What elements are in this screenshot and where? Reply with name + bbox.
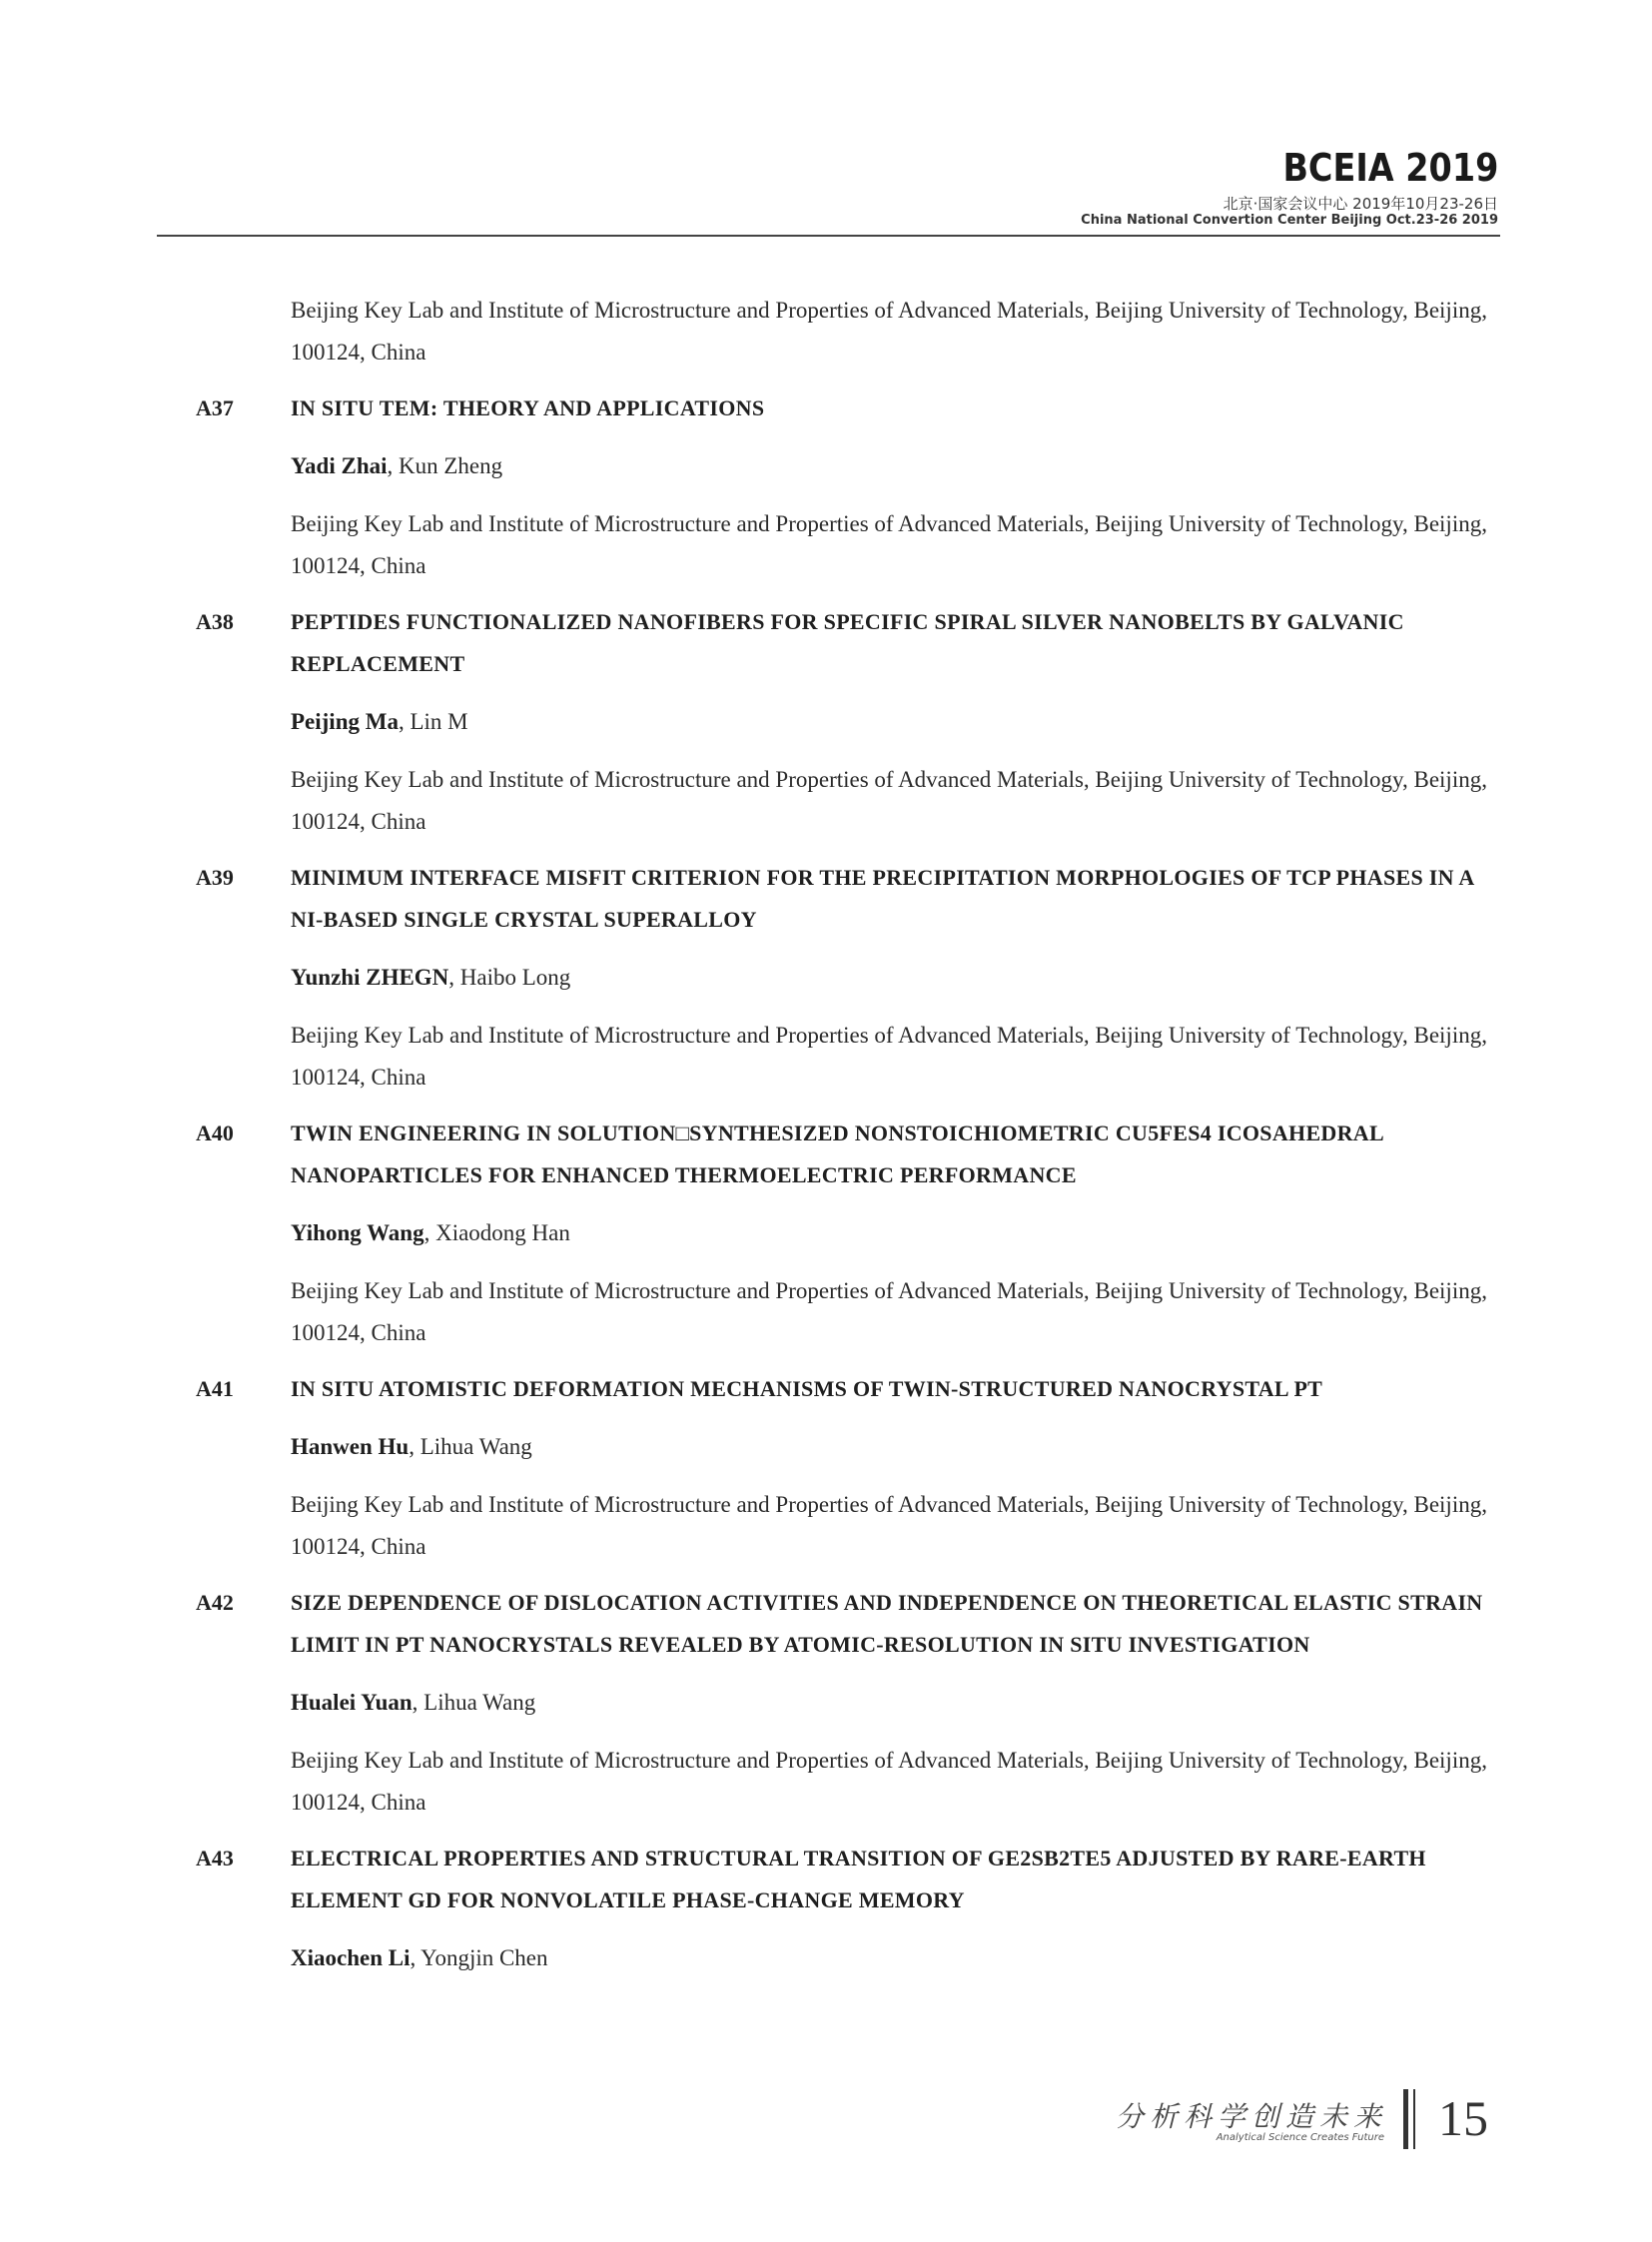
entry-code: A41 xyxy=(196,1376,234,1401)
coauthors: , Lihua Wang xyxy=(412,1690,536,1715)
entry-affiliation: Beijing Key Lab and Institute of Microstructure and Properties of Advanced Materials, Beijing University of Technology, Beijing, 100124, China xyxy=(291,1492,1487,1559)
entry-title: PEPTIDES FUNCTIONALIZED NANOFIBERS FOR SPECIFIC SPIRAL SILVER NANOBELTS BY GALVANIC REPLACEMENT xyxy=(291,609,1404,676)
entry-code: A40 xyxy=(196,1121,234,1145)
presenter-name: Hualei Yuan xyxy=(291,1690,413,1715)
coauthors: , Haibo Long xyxy=(448,965,571,990)
entry-authors xyxy=(291,1937,1504,1979)
footer-divider-thick xyxy=(1403,2089,1408,2149)
entry-authors xyxy=(291,1682,1504,1724)
coauthors: , Xiaodong Han xyxy=(423,1220,570,1245)
conference-venue-cn: 北京·国家会议中心 2019年10月23-26日 xyxy=(1223,195,1498,213)
entry-code: A42 xyxy=(196,1590,234,1615)
slogan-cn: 分析科学创造未来 xyxy=(1115,2100,1387,2133)
coauthors: , Yongjin Chen xyxy=(410,1945,548,1970)
page-header xyxy=(0,0,1652,240)
page-footer xyxy=(0,2077,1652,2157)
abstract-entry xyxy=(196,1368,1504,1568)
entry-authors xyxy=(291,1426,1504,1468)
entry-authors xyxy=(291,701,1504,743)
entry-title: ELECTRICAL PROPERTIES AND STRUCTURAL TRANSITION OF GE2SB2TE5 ADJUSTED BY RARE-EARTH ELEMENT GD FOR NONVOLATILE PHASE-CHANGE MEMORY xyxy=(291,1846,1426,1912)
entry-title: IN SITU ATOMISTIC DEFORMATION MECHANISMS OF TWIN-STRUCTURED NANOCRYSTAL PT xyxy=(291,1376,1323,1401)
conference-brand: BCEIA 2019 xyxy=(1282,146,1498,190)
presenter-name: Hanwen Hu xyxy=(291,1434,410,1459)
coauthors: , Lin M xyxy=(398,709,468,734)
entry-code: A38 xyxy=(196,609,234,634)
conference-venue-en: China National Convertion Center Beijing Oct.23-26 2019 xyxy=(1081,213,1498,228)
entry-title: SIZE DEPENDENCE OF DISLOCATION ACTIVITIES AND INDEPENDENCE ON THEORETICAL ELASTIC STRAIN LIMIT IN PT NANOCRYSTALS REVEALED BY ATOMIC-RESOLUTION IN SITU INVESTIGATION xyxy=(291,1590,1483,1657)
entry-affiliation: Beijing Key Lab and Institute of Microstructure and Properties of Advanced Materials, Beijing University of Technology, Beijing, 100124, China xyxy=(291,1278,1487,1345)
coauthors: , Lihua Wang xyxy=(409,1434,532,1459)
entry-authors xyxy=(291,1212,1504,1254)
entry-affiliation: Beijing Key Lab and Institute of Microstructure and Properties of Advanced Materials, Beijing University of Technology, Beijing, 100124, China xyxy=(291,767,1487,834)
abstract-entry xyxy=(196,1838,1504,1979)
footer-divider-thin xyxy=(1413,2089,1415,2149)
abstract-list xyxy=(196,290,1504,1995)
lead-affiliation: Beijing Key Lab and Institute of Microstructure and Properties of Advanced Materials, Beijing University of Technology, Beijing, 100124, China xyxy=(291,298,1487,365)
abstract-entry xyxy=(196,601,1504,843)
entry-authors xyxy=(291,957,1504,999)
abstract-entry xyxy=(196,387,1504,587)
entry-affiliation: Beijing Key Lab and Institute of Microstructure and Properties of Advanced Materials, Beijing University of Technology, Beijing, 100124, China xyxy=(291,1023,1487,1090)
entry-title: TWIN ENGINEERING IN SOLUTION□SYNTHESIZED NONSTOICHIOMETRIC CU5FES4 ICOSAHEDRAL NANOPARTICLES FOR ENHANCED THERMOELECTRIC PERFORMANCE xyxy=(291,1121,1383,1187)
entry-title: IN SITU TEM: THEORY AND APPLICATIONS xyxy=(291,395,765,420)
abstract-entry xyxy=(196,1582,1504,1824)
presenter-name: Peijing Ma xyxy=(291,709,399,734)
coauthors: , Kun Zheng xyxy=(387,453,503,478)
entry-code: A43 xyxy=(196,1846,234,1870)
entry-title: MINIMUM INTERFACE MISFIT CRITERION FOR THE PRECIPITATION MORPHOLOGIES OF TCP PHASES IN A NI-BASED SINGLE CRYSTAL SUPERALLOY xyxy=(291,865,1474,932)
entry-authors xyxy=(291,445,1504,487)
presenter-name: Yihong Wang xyxy=(291,1220,424,1245)
entry-code: A37 xyxy=(196,395,234,420)
entry-affiliation: Beijing Key Lab and Institute of Microstructure and Properties of Advanced Materials, Beijing University of Technology, Beijing, 100124, China xyxy=(291,1748,1487,1815)
page-number: 15 xyxy=(1438,2090,1488,2146)
header-rule xyxy=(157,235,1500,237)
entry-code: A39 xyxy=(196,865,234,890)
abstract-entry xyxy=(196,1113,1504,1354)
presenter-name: Yadi Zhai xyxy=(291,453,388,478)
abstract-entry xyxy=(196,857,1504,1099)
slogan-en: Analytical Science Creates Future xyxy=(1216,2132,1384,2143)
presenter-name: Yunzhi ZHEGN xyxy=(291,965,449,990)
entry-affiliation: Beijing Key Lab and Institute of Microstructure and Properties of Advanced Materials, Beijing University of Technology, Beijing, 100124, China xyxy=(291,511,1487,578)
presenter-name: Xiaochen Li xyxy=(291,1945,411,1970)
